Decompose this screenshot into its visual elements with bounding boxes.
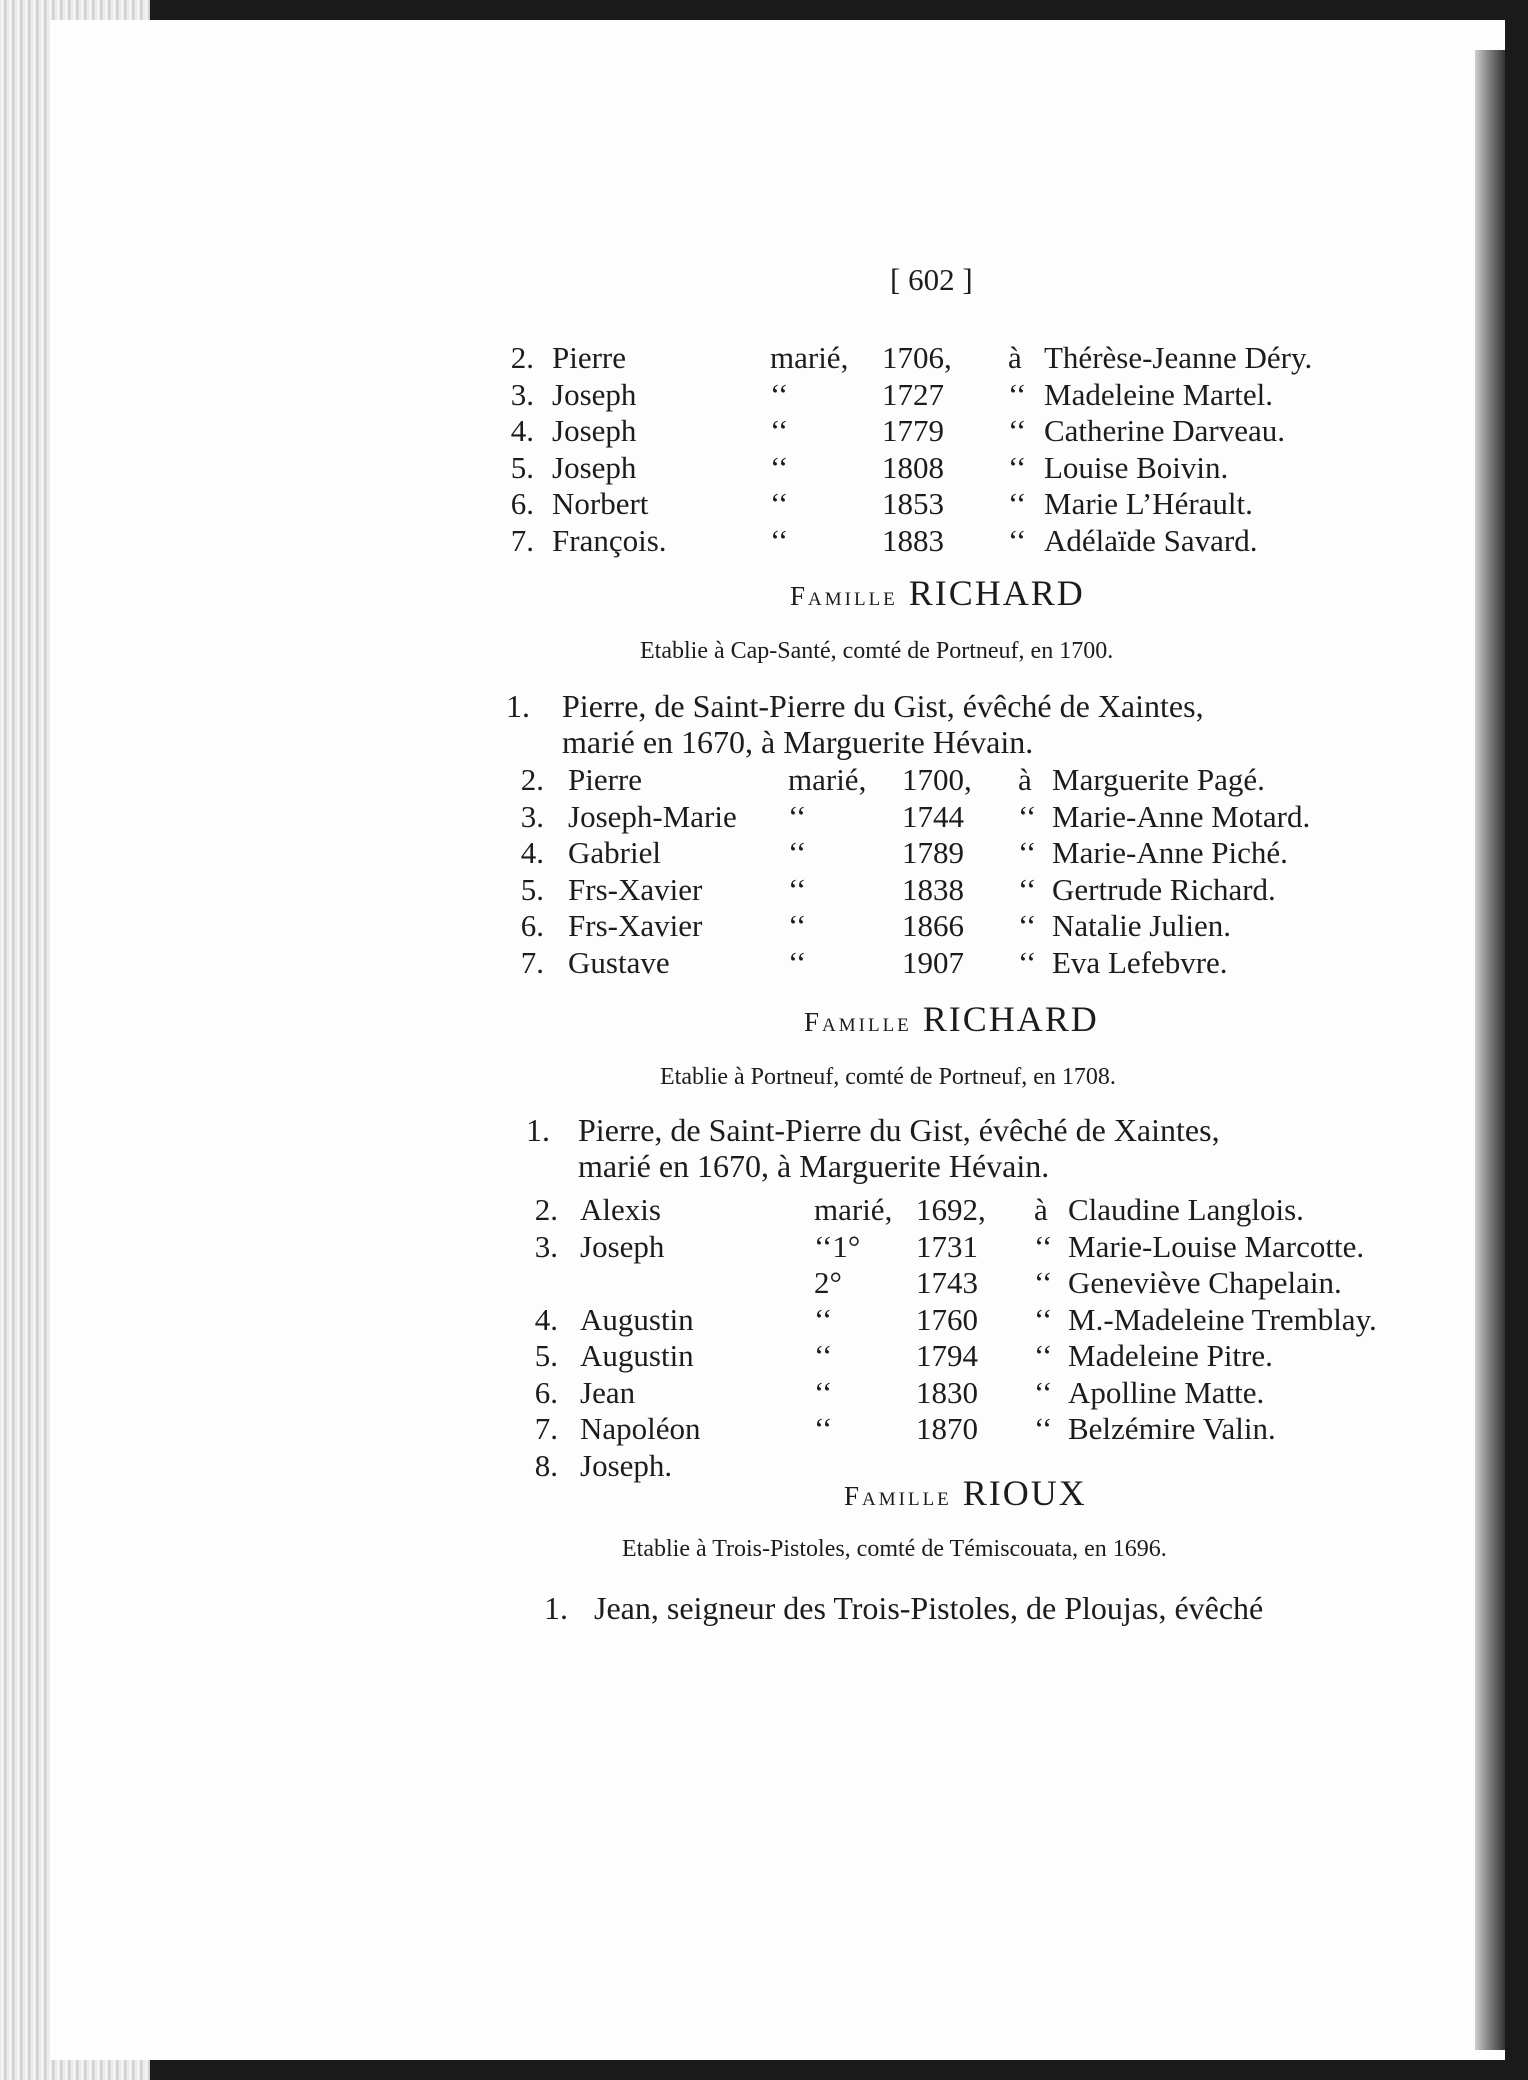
marriage-mark: ‘‘ <box>770 486 789 521</box>
person-name: Joseph <box>552 376 637 412</box>
marriage-year: 1808 <box>882 449 944 485</box>
marriage-mark: ‘‘ <box>788 871 807 907</box>
page-number: [ 602 ] <box>890 262 973 297</box>
spouse-name: Marguerite Pagé. <box>1052 762 1265 797</box>
marriage-mark: ‘‘ <box>814 1301 833 1337</box>
ditto-mark: ‘‘ <box>1034 1374 1053 1410</box>
person-name: Joseph <box>552 413 637 448</box>
generation-number: 7. <box>510 522 534 558</box>
generation-number: 3. <box>534 1228 558 1264</box>
lineage-first-entry-richard-2: 1. Pierre, de Saint-Pierre du Gist, évêché de Xaintes, <box>526 1112 1220 1148</box>
spouse-name: Marie-Anne Piché. <box>1052 835 1288 870</box>
marriage-mark: marié, <box>770 340 849 375</box>
spouse-name: Louise Boivin. <box>1044 449 1229 485</box>
marriage-year: 1731 <box>916 1228 978 1264</box>
ditto-mark: ‘‘ <box>1008 449 1027 485</box>
marriage-mark: ‘‘ <box>814 1411 833 1446</box>
generation-number: 4. <box>534 1301 558 1337</box>
marriage-year: 1907 <box>902 944 964 980</box>
marriage-year: 1727 <box>882 376 944 412</box>
generation-number: 4. <box>510 413 534 448</box>
ditto-mark: ‘‘ <box>1018 908 1037 943</box>
spouse-name: M.-Madeleine Tremblay. <box>1068 1301 1377 1337</box>
person-name: Joseph-Marie <box>568 798 737 834</box>
lineage-first-entry-richard-2-cont: marié en 1670, à Marguerite Hévain. <box>578 1148 1050 1184</box>
person-name: Frs-Xavier <box>568 871 703 907</box>
spouse-name: Eva Lefebvre. <box>1052 944 1228 980</box>
person-name: Napoléon <box>580 1411 701 1446</box>
marriage-mark: ‘‘ <box>814 1338 833 1373</box>
ditto-mark: ‘‘ <box>1008 376 1027 412</box>
ditto-mark: ‘‘ <box>1034 1265 1053 1300</box>
generation-number: 3. <box>520 798 544 834</box>
marriage-year: 1744 <box>902 798 964 834</box>
marriage-year: 1830 <box>916 1374 978 1410</box>
marriage-year: 1789 <box>902 835 964 870</box>
marriage-mark: ‘‘ <box>770 376 789 412</box>
generation-number: 7. <box>520 944 544 980</box>
ditto-mark: ‘‘ <box>1008 486 1027 521</box>
family-subheading-richard-2: Etablie à Portneuf, comté de Portneuf, en 1708. <box>660 1064 1116 1090</box>
marriage-year: 1866 <box>902 908 964 943</box>
family-heading-richard-1: Famille RICHARD <box>790 573 1085 613</box>
person-name: Augustin <box>580 1338 694 1373</box>
spouse-name: Madeleine Pitre. <box>1068 1338 1273 1373</box>
marriage-year: 1870 <box>916 1411 978 1446</box>
person-name: Gabriel <box>568 835 661 870</box>
book-page <box>50 20 1505 2060</box>
marriage-year: 1838 <box>902 871 964 907</box>
person-name: Alexis <box>580 1192 661 1227</box>
person-name: François. <box>552 522 667 558</box>
marriage-year: 1883 <box>882 522 944 558</box>
generation-number: 6. <box>534 1374 558 1410</box>
spouse-name: Adélaïde Savard. <box>1044 522 1258 558</box>
spouse-name: Marie-Louise Marcotte. <box>1068 1228 1365 1264</box>
generation-number: 5. <box>520 871 544 907</box>
person-name: Pierre <box>552 340 627 375</box>
marriage-mark: ‘‘1° <box>814 1228 861 1264</box>
marriage-mark: ‘‘ <box>770 522 789 558</box>
generation-number: 2. <box>534 1192 558 1227</box>
person-name: Augustin <box>580 1301 694 1337</box>
generation-number: 3. <box>510 376 534 412</box>
marriage-mark: marié, <box>814 1192 893 1227</box>
person-name: Norbert <box>552 486 649 521</box>
marriage-mark: ‘‘ <box>788 944 807 980</box>
ditto-mark: ‘‘ <box>1034 1411 1053 1446</box>
generation-number: 6. <box>510 486 534 521</box>
ditto-mark: ‘‘ <box>1034 1301 1053 1337</box>
person-name: Joseph <box>580 1228 665 1264</box>
marriage-mark: ‘‘ <box>788 908 807 943</box>
generation-number: 5. <box>510 449 534 485</box>
spouse-name: Marie L’Hérault. <box>1044 486 1253 521</box>
marriage-mark: ‘‘ <box>788 835 807 870</box>
family-subheading-richard-1: Etablie à Cap-Santé, comté de Portneuf, en 1700. <box>640 638 1114 664</box>
spouse-name: Marie-Anne Motard. <box>1052 798 1311 834</box>
marriage-year: 1794 <box>916 1338 978 1373</box>
person-name: Gustave <box>568 944 670 980</box>
marriage-mark: ‘‘ <box>788 798 807 834</box>
marriage-year: 1743 <box>916 1265 978 1300</box>
ditto-mark: ‘‘ <box>1034 1228 1053 1264</box>
spouse-name: Madeleine Martel. <box>1044 376 1273 412</box>
generation-number: 2. <box>520 762 544 797</box>
lineage-first-entry-richard-1: 1. Pierre, de Saint-Pierre du Gist, évêché de Xaintes, <box>506 688 1204 724</box>
ditto-mark: ‘‘ <box>1008 522 1027 558</box>
spouse-name: Catherine Darveau. <box>1044 413 1285 448</box>
marriage-year: 1760 <box>916 1301 978 1337</box>
family-heading-rioux: Famille RIOUX <box>844 1473 1087 1513</box>
marriage-mark: ‘‘ <box>814 1374 833 1410</box>
person-name: Joseph <box>552 449 637 485</box>
person-name: Pierre <box>568 762 643 797</box>
ditto-mark: ‘‘ <box>1018 871 1037 907</box>
spouse-name: Natalie Julien. <box>1052 908 1232 943</box>
book-spine-shadow <box>1475 50 1505 2050</box>
generation-number: 8. <box>534 1447 558 1483</box>
generation-number: 4. <box>520 835 544 870</box>
generation-number: 6. <box>520 908 544 943</box>
spouse-name: Geneviève Chapelain. <box>1068 1265 1342 1300</box>
marriage-year: 1853 <box>882 486 944 521</box>
lineage-first-entry-richard-1-cont: marié en 1670, à Marguerite Hévain. <box>562 724 1034 760</box>
marriage-year: 1692, <box>916 1192 986 1227</box>
marriage-mark: ‘‘ <box>770 413 789 448</box>
ditto-mark: ‘‘ <box>1018 835 1037 870</box>
generation-number: 2. <box>510 340 534 375</box>
marriage-mark: marié, <box>788 762 867 797</box>
family-subheading-rioux: Etablie à Trois-Pistoles, comté de Témiscouata, en 1696. <box>622 1536 1167 1562</box>
spouse-name: Belzémire Valin. <box>1068 1411 1276 1446</box>
person-name: Frs-Xavier <box>568 908 703 943</box>
lineage-first-entry-rioux: 1. Jean, seigneur des Trois-Pistoles, de Ploujas, évêché <box>544 1590 1264 1626</box>
ditto-mark: à <box>1018 762 1032 797</box>
marriage-mark: ‘‘ <box>770 449 789 485</box>
spouse-name: Claudine Langlois. <box>1068 1192 1304 1227</box>
family-heading-richard-2: Famille RICHARD <box>804 999 1099 1039</box>
ditto-mark: ‘‘ <box>1008 413 1027 448</box>
spouse-name: Apolline Matte. <box>1068 1374 1265 1410</box>
spouse-name: Thérèse-Jeanne Déry. <box>1044 340 1313 375</box>
person-name: Joseph. <box>580 1447 673 1483</box>
generation-number: 7. <box>534 1411 558 1446</box>
marriage-mark: 2° <box>814 1265 842 1300</box>
ditto-mark: ‘‘ <box>1018 944 1037 980</box>
ditto-mark: ‘‘ <box>1018 798 1037 834</box>
marriage-year: 1700, <box>902 762 972 797</box>
marriage-year: 1779 <box>882 413 944 448</box>
marriage-year: 1706, <box>882 340 952 375</box>
person-name: Jean <box>580 1374 636 1410</box>
ditto-mark: à <box>1034 1192 1048 1227</box>
ditto-mark: à <box>1008 340 1022 375</box>
spouse-name: Gertrude Richard. <box>1052 871 1276 907</box>
ditto-mark: ‘‘ <box>1034 1338 1053 1373</box>
generation-number: 5. <box>534 1338 558 1373</box>
